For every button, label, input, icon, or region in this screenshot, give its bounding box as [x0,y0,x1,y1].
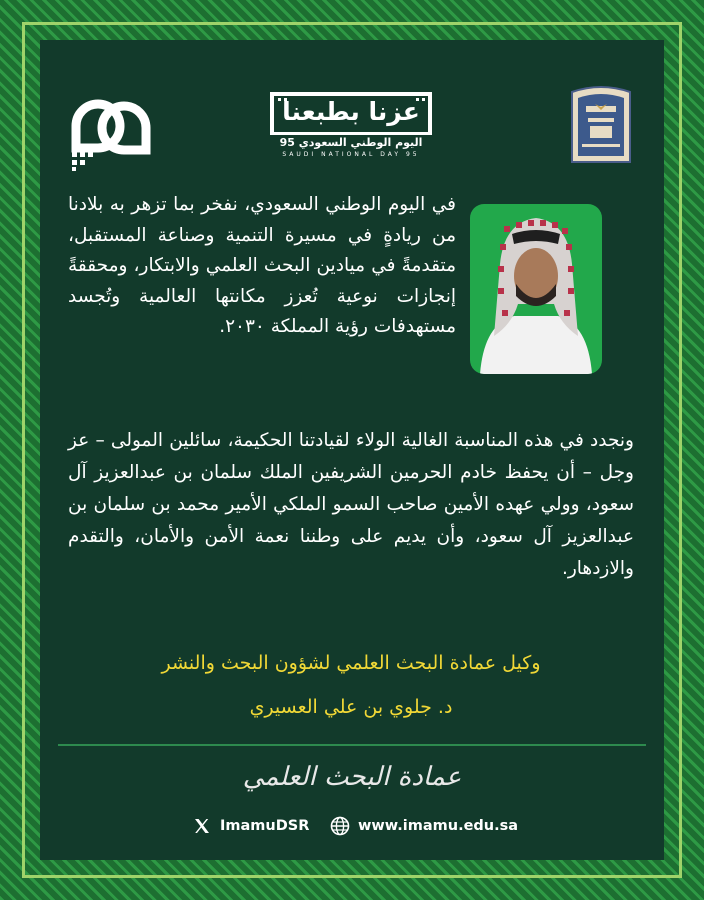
website-link[interactable] [330,816,518,836]
logo-english: SAUDI NATIONAL DAY 95 [282,151,420,158]
portrait-photo [470,204,602,374]
x-handle: ImamuDSR [220,818,310,834]
footer-divider [58,744,646,746]
statement-paragraph-2: ونجدد في هذه المناسبة الغالية الولاء لقيادتنا الحكيمة، سائلين المولى – عز وجل – أن يحفظ خادم الحرمين الشريفين الملك سلمان بن عبدالعزيز آل سعود، وولي عهده الأمين صاحب السمو الملكي الأمير محمد بن سلمان بن عبدالعزيز آل سعود، وأن يديم على وطننا نعمة الأمن والأمان، والتقدم والازدهار. [68,430,634,579]
statement-paragraph-1: في اليوم الوطني السعودي، نفخر بما تزهر به بلادنا من ريادةٍ في مسيرة التنمية وصناعة المستقبل، متقدمةً في ميادين البحث العلمي والابتكار، ومحققةً إنجازات نوعية تُعزز مكانتها العالمية وتُجسد مستهدفات رؤية المملكة ٢٠٣٠. [68,194,456,337]
university-crest-logo [568,82,634,168]
national-day-dots-logo [70,92,152,172]
logo-title: عزنا بطبعنا [282,97,420,126]
signatory-name: د. جلوي بن علي العسيري [249,696,453,718]
x-logo-icon [192,816,212,836]
deanship-calligraphy-logo: عمادة البحث العلمي [242,762,462,792]
website-url: www.imamu.edu.sa [358,818,519,834]
national-day-95-logo [266,88,436,162]
globe-icon [330,816,350,836]
content-panel [40,40,664,860]
x-social-link[interactable] [192,816,309,836]
logo-subtitle: اليوم الوطني السعودي 95 [279,136,423,149]
signatory-title: وكيل عمادة البحث العلمي لشؤون البحث والنشر [161,652,541,674]
